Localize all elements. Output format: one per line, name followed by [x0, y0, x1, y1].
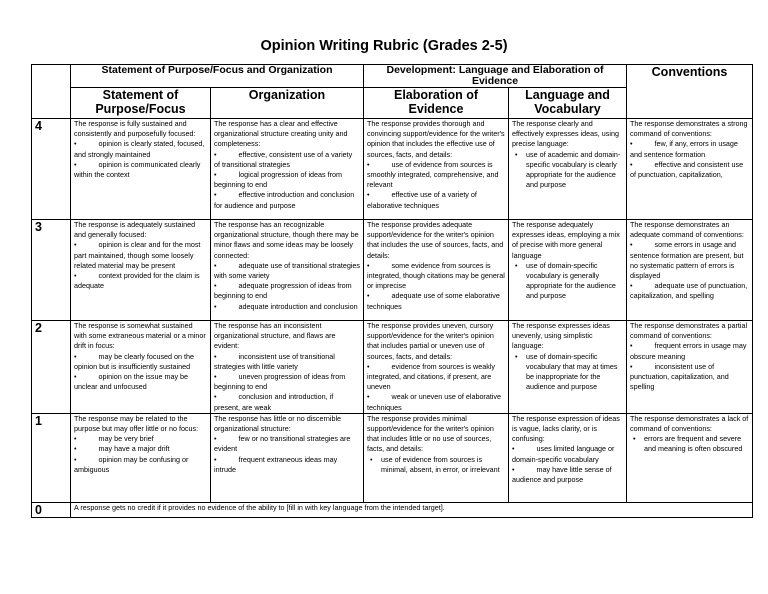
language-cell	[509, 321, 627, 414]
list-item: • context provided for the claim is adequate	[74, 271, 207, 291]
list-item: • adequate progression of ideas from beginning to end	[214, 281, 360, 301]
list-item: • conclusion and introduction, if present, are weak	[214, 392, 360, 412]
list-item: • weak or uneven use of elaborative techniques	[367, 392, 505, 412]
cell-intro: The response is fully sustained and consistently and purposefully focused:	[74, 119, 196, 139]
header-organization: Organization	[211, 88, 364, 119]
statement-cell	[71, 413, 211, 502]
cell-intro: The response has an recognizable organizational structure, though there may be minor flaws and some ideas may be loosely connected:	[214, 220, 359, 260]
statement-cell	[71, 321, 211, 414]
list-item: • evidence from sources is weakly integrated, and citations, if present, are uneven	[367, 362, 505, 393]
table-row	[32, 502, 753, 517]
list-item: • inconsistent use of punctuation, capitalization, and spelling	[630, 362, 749, 393]
elaboration-cell	[364, 413, 509, 502]
group-header-development: Development: Language and Elaboration of Evidence	[364, 65, 627, 88]
cell-intro: The response is adequately sustained and generally focused:	[74, 220, 196, 240]
conventions-cell	[627, 321, 753, 414]
list-item: • errors are frequent and severe and meaning is often obscured	[630, 434, 749, 454]
list-item: • adequate use of punctuation, capitalization, and spelling	[630, 281, 749, 301]
list-item: • may have a major drift	[74, 444, 207, 454]
cell-intro: The response expresses ideas unevenly, using simplistic language:	[512, 321, 610, 351]
zero-score-text: A response gets no credit if it provides no evidence of the ability to [fill in with key language from the intended target].	[71, 502, 753, 517]
list-item: • opinion is clearly stated, focused, and strongly maintained	[74, 139, 207, 159]
score-cell: 2	[32, 321, 71, 414]
list-item: • adequate introduction and conclusion	[214, 302, 360, 312]
cell-intro: The response demonstrates an adequate command of conventions:	[630, 220, 744, 240]
cell-intro: The response provides adequate support/evidence for the writer's opinion that includes the use of sources, facts, and details:	[367, 220, 504, 260]
header-language: Language and Vocabulary	[509, 88, 627, 119]
list-item: • effective use of a variety of elaborative techniques	[367, 190, 505, 210]
list-item: • may be very brief	[74, 434, 207, 444]
header-elaboration: Elaboration of Evidence	[364, 88, 509, 119]
cell-intro: The response provides uneven, cursory support/evidence for the writer's opinion that includes partial or uneven use of sources, facts, and details:	[367, 321, 494, 361]
cell-intro: The response expression of ideas is vague, lacks clarity, or is confusing:	[512, 413, 620, 444]
list-item: • frequent extraneous ideas may intrude	[214, 455, 360, 475]
language-cell	[509, 413, 627, 502]
list-item: • may be clearly focused on the opinion but is insufficiently sustained	[74, 352, 207, 372]
table-row	[32, 220, 753, 321]
header-conventions: Conventions	[627, 65, 753, 119]
cell-intro: The response provides minimal support/evidence for the writer's opinion that includes little or no use of sources, facts, and details:	[367, 413, 494, 454]
list-item: • adequate use of some elaborative techniques	[367, 291, 505, 311]
cell-intro: The response demonstrates a partial command of conventions:	[630, 321, 748, 341]
list-item: • opinion on the issue may be unclear and unfocused	[74, 372, 207, 392]
cell-intro: The response demonstrates a lack of command of conventions:	[630, 413, 749, 434]
score-cell: 1	[32, 413, 71, 502]
cell-intro: The response may be related to the purpose but may offer little or no focus:	[74, 413, 199, 434]
header-statement: Statement of Purpose/Focus	[71, 88, 211, 119]
score-header-cell	[32, 65, 71, 119]
score-cell: 3	[32, 220, 71, 321]
list-item: • logical progression of ideas from beginning to end	[214, 170, 360, 190]
organization-cell	[211, 119, 364, 220]
group-header-purpose: Statement of Purpose/Focus and Organization	[71, 65, 364, 88]
organization-cell	[211, 220, 364, 321]
score-cell: 4	[32, 119, 71, 220]
cell-intro: The response clearly and effectively expresses ideas, using precise language:	[512, 119, 619, 149]
elaboration-cell	[364, 321, 509, 414]
conventions-cell	[627, 220, 753, 321]
statement-cell	[71, 220, 211, 321]
rubric-table	[31, 64, 753, 518]
list-item: • opinion may be confusing or ambiguous	[74, 455, 207, 475]
list-item: • inconsistent use of transitional strategies with little variety	[214, 352, 360, 372]
cell-intro: The response is somewhat sustained with some extraneous material or a minor drift in focus:	[74, 321, 206, 351]
conventions-cell	[627, 413, 753, 502]
list-item: • some errors in usage and sentence formation are present, but no systematic pattern of errors is displayed	[630, 240, 749, 281]
list-item: • effective introduction and conclusion for audience and purpose	[214, 190, 360, 210]
conventions-cell	[627, 119, 753, 220]
list-item: • few or no transitional strategies are evident	[214, 434, 360, 454]
cell-intro: The response demonstrates a strong command of conventions:	[630, 119, 748, 139]
cell-intro: The response has a clear and effective organizational structure creating unity and completeness:	[214, 119, 348, 149]
list-item: • may have little sense of audience and purpose	[512, 465, 623, 485]
list-item: • use of academic and domain-specific vocabulary is clearly appropriate for the audience and purpose	[512, 150, 623, 191]
list-item: • few, if any, errors in usage and sentence formation	[630, 139, 749, 159]
cell-intro: The response has little or no discernible organizational structure:	[214, 413, 342, 434]
cell-intro: The response provides thorough and convincing support/evidence for the writer's opinion that includes the effective use of sources, facts, and details:	[367, 119, 505, 159]
list-item: • use of evidence from sources is minimal, absent, in error, or irrelevant	[367, 455, 505, 475]
list-item: • effective and consistent use of punctuation, capitalization,	[630, 160, 749, 180]
statement-cell	[71, 119, 211, 220]
list-item: • some evidence from sources is integrated, though citations may be general or imprecise	[367, 261, 505, 292]
cell-intro: The response has an inconsistent organizational structure, and flaws are evident:	[214, 321, 336, 351]
list-item: • adequate use of transitional strategies with some variety	[214, 261, 360, 281]
elaboration-cell	[364, 220, 509, 321]
list-item: • effective, consistent use of a variety of transitional strategies	[214, 150, 360, 170]
list-item: • use of domain-specific vocabulary that may at times be inappropriate for the audience and purpose	[512, 352, 623, 393]
list-item: • use of domain-specific vocabulary is generally appropriate for the audience and purpose	[512, 261, 623, 302]
language-cell	[509, 119, 627, 220]
table-row	[32, 321, 753, 414]
cell-intro: The response adequately expresses ideas, employing a mix of precise with more general language	[512, 220, 620, 260]
table-row	[32, 413, 753, 502]
table-row	[32, 119, 753, 220]
language-cell	[509, 220, 627, 321]
organization-cell	[211, 413, 364, 502]
list-item: • opinion is communicated clearly within the context	[74, 160, 207, 180]
page-title: Opinion Writing Rubric (Grades 2-5)	[260, 38, 508, 54]
list-item: • uses limited language or domain-specific vocabulary	[512, 444, 623, 464]
list-item: • uneven progression of ideas from beginning to end	[214, 372, 360, 392]
score-cell: 0	[32, 502, 71, 517]
organization-cell	[211, 321, 364, 414]
list-item: • opinion is clear and for the most part maintained, though some loosely related material may be present	[74, 240, 207, 271]
list-item: • frequent errors in usage may obscure meaning	[630, 341, 749, 361]
elaboration-cell	[364, 119, 509, 220]
list-item: • use of evidence from sources is smoothly integrated, comprehensive, and relevant	[367, 160, 505, 191]
